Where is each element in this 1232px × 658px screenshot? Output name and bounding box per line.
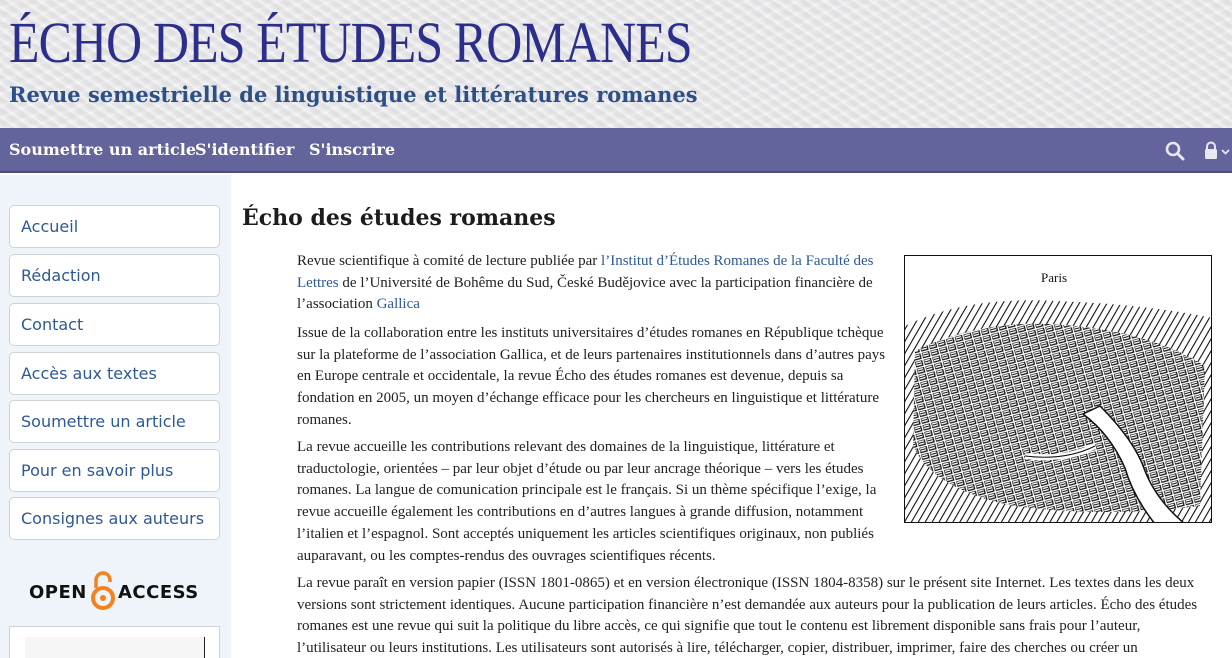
- nav-login[interactable]: S'identifier: [195, 140, 295, 159]
- nav-submit-article[interactable]: Soumettre un article: [9, 140, 197, 159]
- institute-link[interactable]: l’Institut d’Études Romanes de la Faculté des Lettres: [297, 253, 874, 291]
- sidebar-item-label: Accès aux textes: [21, 364, 157, 383]
- sidebar-item-label: Contact: [21, 315, 84, 334]
- gallica-link[interactable]: Gallica: [376, 296, 420, 313]
- search-icon[interactable]: [1165, 141, 1185, 161]
- page-title: Écho des études romanes: [242, 205, 556, 231]
- open-lock-icon: [89, 571, 117, 611]
- sidebar-widget-image: [25, 637, 205, 658]
- sidebar-widget: [9, 626, 220, 658]
- sidebar-item-home[interactable]: [9, 205, 220, 248]
- site-header: [0, 0, 1232, 128]
- map-label: Paris: [1041, 270, 1067, 285]
- sidebar-item-editorial[interactable]: [9, 254, 220, 297]
- contributions-paragraph: La revue accueille les contributions relevant des domaines de la linguistique, littérature et traductologie, orientées – par leur objet d’étude ou par leur ancrage théorique – vers les études romanes. La langue de comunication principale est le français. Si un thème spécifique l’exige, la revue accueille également les contributions en d’autres langues à grande diffusion, notamment l’italien et l’espagnol. Sont acceptés uniquement les articles scientifiques originaux, non publiés auparavant, ou les comptes-rendus des ouvrages scientifiques récents.: [297, 439, 877, 564]
- top-navbar: [0, 128, 1232, 173]
- open-access-logo: [29, 571, 204, 611]
- sidebar-item-label: Accueil: [21, 217, 79, 236]
- site-title[interactable]: ÉCHO DES ÉTUDES ROMANES: [9, 10, 692, 75]
- sidebar: [0, 175, 231, 658]
- open-access-right: ACCESS: [118, 582, 199, 603]
- sidebar-item-label: Consignes aux auteurs: [21, 509, 205, 528]
- collaboration-paragraph: Issue de la collaboration entre les instituts universitaires d’études romanes en République tchèque sur la plateforme de l’association Gallica, et de leurs partenaires institutionnels dans d’autres pays en Europe centrale et occidentale, la revue Écho des études romanes est devenue, depuis sa fondation en 2005, un moyen d’échange efficace pour les chercheurs en linguistique et littérature romanes.: [297, 325, 886, 428]
- sidebar-item-submit[interactable]: [9, 400, 220, 443]
- sidebar-item-label: Rédaction: [21, 266, 101, 285]
- sidebar-item-label: Pour en savoir plus: [21, 461, 174, 480]
- intro-paragraph: Revue scientifique à comité de lecture publiée par l’Institut d’Études Romanes de la Faculté des Lettres de l’Université de Bohême du Sud, České Budějovice avec la participation financière de l’association Gallica: [297, 253, 874, 313]
- sidebar-item-author-guidelines[interactable]: [9, 497, 220, 540]
- open-access-left: OPEN: [29, 582, 87, 603]
- lock-icon[interactable]: [1203, 141, 1232, 161]
- sidebar-item-label: Soumettre un article: [21, 412, 186, 431]
- publication-paragraph: La revue paraît en version papier (ISSN 1801-0865) et en version électronique (ISSN 1804-8358) sur le présent site Internet. Les textes dans les deux versions sont strictement identiques. Aucune participation financière n’est demandée aux auteurs pour la publication de leurs articles. Écho des études romanes est une revue qui suit la politique du libre accès, ce qui signifie que tout le contenu est librement disponible sans frais pour l’auteur, l’utilisateur ou leurs institutions. Les utilisateurs sont autorisés à lire, télécharger, copier, distribuer, imprimer, faire des cherches ou créer un: [297, 575, 1198, 657]
- sidebar-item-texts[interactable]: [9, 352, 220, 395]
- paris-map-image: [904, 255, 1212, 523]
- sidebar-item-contact[interactable]: [9, 303, 220, 346]
- sidebar-item-learn-more[interactable]: [9, 449, 220, 492]
- site-subtitle: Revue semestrielle de linguistique et littératures romanes: [9, 82, 698, 107]
- map-drawing: [905, 256, 1212, 523]
- nav-register[interactable]: S'inscrire: [309, 140, 396, 159]
